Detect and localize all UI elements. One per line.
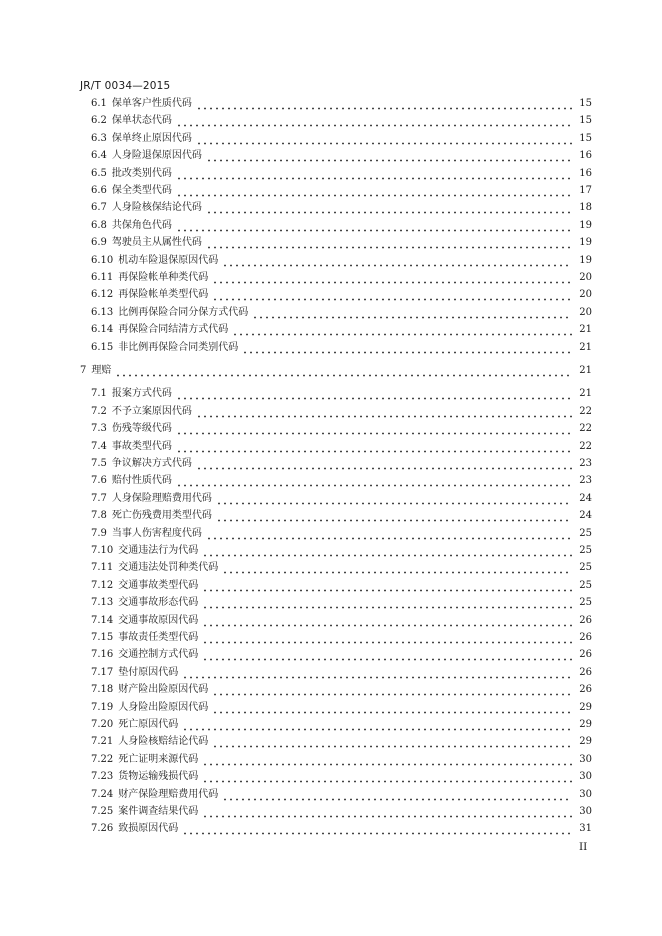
toc-entry[interactable] bbox=[91, 453, 592, 470]
toc-entry-title: 交通事故形态代码 bbox=[118, 597, 199, 609]
toc-entry-number: 7.24 bbox=[91, 788, 114, 800]
toc-entry-number: 7.9 bbox=[91, 527, 107, 539]
dot-leader bbox=[206, 204, 572, 214]
toc-entry[interactable] bbox=[91, 418, 592, 435]
toc-entry-number: 7.22 bbox=[91, 753, 114, 765]
toc-entry[interactable] bbox=[91, 749, 592, 766]
toc-entry-number: 6.11 bbox=[91, 272, 114, 283]
toc-entry-title: 死亡伤残费用类型代码 bbox=[111, 510, 212, 522]
toc-entry-title: 非比例再保险合同类别代码 bbox=[118, 341, 239, 353]
toc-entry[interactable] bbox=[91, 523, 592, 540]
toc-entry-number: 6.3 bbox=[91, 132, 107, 144]
toc-entry[interactable] bbox=[91, 731, 592, 748]
toc-entry-title: 保单状态代码 bbox=[111, 115, 172, 127]
toc-entry[interactable] bbox=[91, 557, 592, 574]
toc-entry-title: 再保险帐单类型代码 bbox=[118, 289, 209, 301]
toc-entry-page: 21 bbox=[579, 341, 592, 353]
toc-entry-page: 20 bbox=[579, 289, 592, 301]
toc-entry[interactable] bbox=[91, 610, 592, 627]
toc-entry[interactable] bbox=[91, 488, 592, 505]
toc-entry-page: 18 bbox=[579, 202, 592, 214]
toc-entry-page: 21 bbox=[579, 388, 592, 400]
toc-entry[interactable] bbox=[91, 197, 592, 214]
toc-entry-page: 26 bbox=[579, 649, 592, 661]
toc-entry[interactable] bbox=[91, 644, 592, 661]
dot-leader bbox=[176, 477, 572, 487]
toc-entry-number: 6.2 bbox=[91, 115, 107, 127]
toc-entry-title: 人身险核赔结论代码 bbox=[118, 736, 209, 748]
toc-entry-number: 7.17 bbox=[91, 666, 114, 678]
toc-entry-page: 22 bbox=[579, 405, 592, 417]
toc-entry[interactable] bbox=[91, 592, 592, 609]
toc-entry-number: 6.6 bbox=[91, 185, 107, 196]
toc-chapter[interactable] bbox=[80, 360, 592, 377]
toc-entry-number: 7.7 bbox=[91, 492, 107, 504]
toc-entry[interactable] bbox=[91, 232, 592, 249]
toc-entry-title: 货物运输残损代码 bbox=[118, 771, 199, 783]
toc-entry[interactable] bbox=[91, 337, 592, 354]
dot-leader bbox=[252, 309, 572, 319]
toc-entry-page: 30 bbox=[579, 753, 592, 765]
toc-entry[interactable] bbox=[91, 697, 592, 714]
toc-entry-title: 争议解决方式代码 bbox=[111, 458, 192, 469]
toc-entry-title: 人身保险理赔费用代码 bbox=[111, 492, 212, 504]
toc-entry-page: 21 bbox=[579, 365, 592, 376]
toc-entry-page: 25 bbox=[579, 545, 592, 556]
toc-entry-page: 25 bbox=[579, 562, 592, 574]
toc-entry-number: 7.16 bbox=[91, 649, 114, 661]
toc-entry-number: 7.19 bbox=[91, 701, 114, 713]
toc-entry[interactable] bbox=[91, 401, 592, 418]
toc-entry-page: 24 bbox=[579, 492, 592, 504]
toc-entry-title: 机动车险退保原因代码 bbox=[118, 254, 219, 266]
dot-leader bbox=[216, 495, 572, 505]
toc-entry-number: 7.2 bbox=[91, 405, 107, 417]
toc-entry[interactable] bbox=[91, 784, 592, 801]
toc-entry-title: 事故类型代码 bbox=[111, 440, 172, 452]
dot-leader bbox=[176, 425, 572, 435]
toc-entry-number: 7.23 bbox=[91, 771, 114, 783]
dot-leader bbox=[222, 257, 572, 267]
toc-entry-number: 7.1 bbox=[91, 388, 107, 400]
toc-entry[interactable] bbox=[91, 679, 592, 696]
toc-entry-number: 7.5 bbox=[91, 458, 107, 469]
toc-entry-page: 19 bbox=[579, 254, 592, 266]
toc-entry[interactable] bbox=[91, 93, 592, 110]
toc-entry-page: 23 bbox=[579, 458, 592, 469]
toc-entry[interactable] bbox=[91, 383, 592, 400]
toc-entry-title: 人身险退保原因代码 bbox=[111, 150, 202, 162]
dot-leader bbox=[212, 291, 572, 301]
toc-entry-page: 30 bbox=[579, 806, 592, 817]
toc-entry-number: 6.9 bbox=[91, 237, 107, 249]
dot-leader bbox=[212, 704, 572, 714]
toc-entry-page: 29 bbox=[579, 701, 592, 713]
toc-entry-page: 31 bbox=[579, 823, 592, 835]
toc-entry-number: 7.14 bbox=[91, 614, 114, 626]
toc-entry[interactable] bbox=[91, 818, 592, 835]
toc-entry-number: 7.21 bbox=[91, 736, 114, 748]
toc-entry-number: 7.6 bbox=[91, 475, 107, 487]
dot-leader bbox=[176, 390, 572, 400]
toc-entry-page: 24 bbox=[579, 510, 592, 522]
toc-entry-page: 19 bbox=[579, 219, 592, 231]
dot-leader bbox=[202, 756, 572, 766]
toc-entry-page: 30 bbox=[579, 771, 592, 783]
toc-entry[interactable] bbox=[91, 180, 592, 197]
dot-leader bbox=[202, 651, 572, 661]
toc-entry-title: 共保角色代码 bbox=[111, 219, 172, 231]
dot-leader bbox=[182, 825, 572, 835]
dot-leader bbox=[202, 773, 572, 783]
dot-leader bbox=[206, 152, 572, 162]
toc-entry-title: 财产险出险原因代码 bbox=[118, 684, 209, 696]
toc-entry[interactable] bbox=[91, 627, 592, 644]
toc-entry[interactable] bbox=[91, 505, 592, 522]
toc-entry-title: 死亡证明来源代码 bbox=[118, 753, 199, 765]
toc-entry[interactable] bbox=[91, 662, 592, 679]
toc-entry[interactable] bbox=[91, 128, 592, 145]
toc-entry-number: 6.12 bbox=[91, 289, 114, 301]
toc-entry-number: 6.15 bbox=[91, 341, 114, 353]
dot-leader bbox=[196, 100, 572, 110]
toc-entry-page: 20 bbox=[579, 272, 592, 283]
toc-entry-number: 7.13 bbox=[91, 597, 114, 609]
dot-leader bbox=[196, 460, 572, 470]
toc-entry-page: 29 bbox=[579, 719, 592, 730]
toc-entry-page: 23 bbox=[579, 475, 592, 487]
page-number: II bbox=[579, 841, 588, 853]
toc-entry-number: 6.4 bbox=[91, 150, 107, 162]
toc-entry[interactable] bbox=[91, 215, 592, 232]
dot-leader bbox=[202, 617, 572, 627]
toc-entry-number: 7.18 bbox=[91, 684, 114, 696]
toc-entry-number: 6.1 bbox=[91, 98, 107, 109]
toc-entry-page: 16 bbox=[579, 150, 592, 162]
toc-entry-title: 驾驶员主从属性代码 bbox=[111, 237, 202, 249]
toc-entry-page: 25 bbox=[579, 527, 592, 539]
toc-entry[interactable] bbox=[91, 540, 592, 557]
toc-entry-number: 7.4 bbox=[91, 440, 107, 452]
toc-entry-title: 交通控制方式代码 bbox=[118, 649, 199, 661]
toc-entry-number: 7.15 bbox=[91, 632, 114, 643]
toc-entry-title: 人身险出险原因代码 bbox=[118, 701, 209, 713]
toc-entry-title: 财产保险理赔费用代码 bbox=[118, 788, 219, 800]
toc-entry-number: 7.10 bbox=[91, 545, 114, 556]
dot-leader bbox=[212, 686, 572, 696]
dot-leader bbox=[182, 721, 572, 731]
toc-entry-title: 比例再保险合同分保方式代码 bbox=[118, 306, 249, 318]
toc-entry-number: 7.26 bbox=[91, 823, 114, 835]
toc-entry-title: 案件调查结果代码 bbox=[118, 806, 199, 817]
dot-leader bbox=[202, 582, 572, 592]
toc-entry-number: 6.8 bbox=[91, 219, 107, 231]
toc-entry-page: 15 bbox=[579, 98, 592, 109]
toc-entry-title: 事故责任类型代码 bbox=[118, 632, 199, 643]
toc-entry-title: 批改类别代码 bbox=[111, 167, 172, 179]
toc-entry-page: 15 bbox=[579, 115, 592, 127]
toc-entry-number: 7.20 bbox=[91, 719, 114, 730]
toc-entry-page: 30 bbox=[579, 788, 592, 800]
dot-leader bbox=[222, 564, 572, 574]
toc-entry[interactable] bbox=[91, 284, 592, 301]
document-code: JR/T 0034—2015 bbox=[80, 80, 171, 92]
toc-entry-title: 再保险合同结清方式代码 bbox=[118, 324, 229, 336]
dot-leader bbox=[176, 170, 572, 180]
toc-entry[interactable] bbox=[91, 302, 592, 319]
toc-entry-page: 20 bbox=[579, 306, 592, 318]
dot-leader bbox=[202, 547, 572, 557]
dot-leader bbox=[222, 791, 572, 801]
dot-leader bbox=[212, 274, 572, 284]
toc-entry-title: 保全类型代码 bbox=[111, 185, 172, 196]
dot-leader bbox=[202, 599, 572, 609]
toc-entry-page: 22 bbox=[579, 440, 592, 452]
toc-entry-number: 7.8 bbox=[91, 510, 107, 522]
toc-entry-title: 报案方式代码 bbox=[111, 388, 172, 400]
toc-entry-number: 7.25 bbox=[91, 806, 114, 817]
dot-leader bbox=[206, 530, 572, 540]
toc-entry-number: 6.10 bbox=[91, 254, 114, 266]
toc-entry-title: 伤残等级代码 bbox=[111, 423, 172, 435]
dot-leader bbox=[196, 135, 572, 145]
toc-entry-title: 人身险核保结论代码 bbox=[111, 202, 202, 214]
toc-entry-title: 交通事故原因代码 bbox=[118, 614, 199, 626]
toc-entry[interactable] bbox=[91, 714, 592, 731]
dot-leader bbox=[115, 367, 572, 377]
toc-entry-number: 6.5 bbox=[91, 167, 107, 179]
toc-entry-page: 29 bbox=[579, 736, 592, 748]
toc-entry-page: 25 bbox=[579, 597, 592, 609]
toc-entry-number: 6.13 bbox=[91, 306, 114, 318]
toc-entry[interactable] bbox=[91, 319, 592, 336]
toc-entry-title: 赔付性质代码 bbox=[111, 475, 172, 487]
toc-entry-page: 21 bbox=[579, 324, 592, 336]
toc-entry-number: 6.14 bbox=[91, 324, 114, 336]
dot-leader bbox=[176, 443, 572, 453]
dot-leader bbox=[216, 512, 572, 522]
toc-entry-page: 26 bbox=[579, 614, 592, 626]
toc-entry-number: 7.3 bbox=[91, 423, 107, 435]
toc-entry-title: 再保险帐单种类代码 bbox=[118, 272, 209, 283]
dot-leader bbox=[212, 738, 572, 748]
toc-entry-page: 22 bbox=[579, 423, 592, 435]
dot-leader bbox=[232, 326, 572, 336]
toc-entry-page: 26 bbox=[579, 684, 592, 696]
toc-entry-number: 7 bbox=[80, 365, 87, 376]
toc-entry[interactable] bbox=[91, 250, 592, 267]
toc-entry[interactable] bbox=[91, 436, 592, 453]
toc-entry-title: 理赔 bbox=[91, 365, 112, 376]
toc-entry[interactable] bbox=[91, 145, 592, 162]
toc-entry-title: 交通违法行为代码 bbox=[118, 545, 199, 556]
toc-entry-title: 不予立案原因代码 bbox=[111, 405, 192, 417]
toc-entry-title: 致损原因代码 bbox=[118, 823, 179, 835]
dot-leader bbox=[196, 408, 572, 418]
dot-leader bbox=[176, 187, 572, 197]
toc-entry[interactable] bbox=[91, 766, 592, 783]
dot-leader bbox=[176, 117, 572, 127]
dot-leader bbox=[202, 634, 572, 644]
toc-entry-page: 19 bbox=[579, 237, 592, 249]
toc-entry-page: 17 bbox=[579, 185, 592, 196]
toc-entry[interactable] bbox=[91, 801, 592, 818]
dot-leader bbox=[176, 222, 572, 232]
toc-entry[interactable] bbox=[91, 163, 592, 180]
toc-entry-number: 6.7 bbox=[91, 202, 107, 214]
toc-entry-page: 16 bbox=[579, 167, 592, 179]
toc-entry-title: 保单终止原因代码 bbox=[111, 132, 192, 144]
toc-entry-title: 死亡原因代码 bbox=[118, 719, 179, 730]
toc-entry-title: 交通事故类型代码 bbox=[118, 579, 199, 591]
dot-leader bbox=[202, 808, 572, 818]
toc-entry[interactable] bbox=[91, 110, 592, 127]
toc-entry[interactable] bbox=[91, 267, 592, 284]
toc-entry[interactable] bbox=[91, 575, 592, 592]
toc-entry-title: 交通违法处罚种类代码 bbox=[118, 562, 219, 574]
toc-entry-page: 25 bbox=[579, 579, 592, 591]
toc-entry-page: 15 bbox=[579, 132, 592, 144]
dot-leader bbox=[182, 669, 572, 679]
toc-entry-title: 垫付原因代码 bbox=[118, 666, 179, 678]
toc-entry[interactable] bbox=[91, 470, 592, 487]
toc-entry-title: 保单客户性质代码 bbox=[111, 98, 192, 109]
dot-leader bbox=[242, 344, 572, 354]
toc-entry-page: 26 bbox=[579, 666, 592, 678]
dot-leader bbox=[206, 239, 572, 249]
toc-entry-number: 7.11 bbox=[91, 562, 114, 574]
toc-entry-page: 26 bbox=[579, 632, 592, 643]
toc-entry-number: 7.12 bbox=[91, 579, 114, 591]
toc-entry-title: 当事人伤害程度代码 bbox=[111, 527, 202, 539]
